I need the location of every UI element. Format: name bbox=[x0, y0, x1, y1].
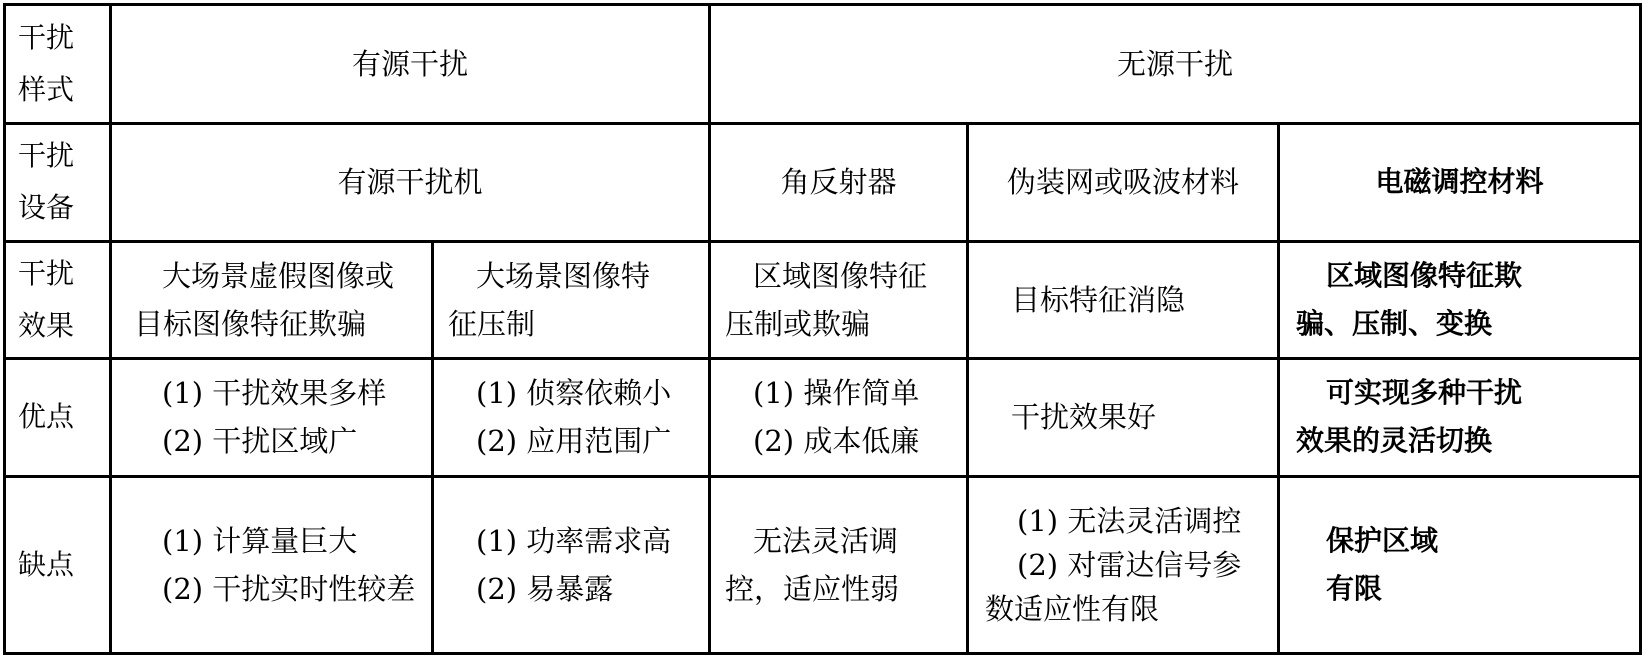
pros-c2-cell bbox=[433, 358, 710, 477]
effect-c2-cell bbox=[433, 242, 710, 358]
cons-c4-line3: 数适应性有限 bbox=[985, 592, 1160, 627]
effect-c2-line2: 征压制 bbox=[448, 306, 536, 341]
style-passive: 无源干扰 bbox=[1117, 46, 1234, 81]
row-label-effect-line1: 干扰 bbox=[18, 256, 75, 290]
pros-c4: 干扰效果好 bbox=[1011, 400, 1157, 435]
style-passive-cell bbox=[710, 5, 1641, 124]
pros-c1-cell bbox=[111, 358, 433, 477]
row-label-style-line2: 样式 bbox=[18, 72, 75, 106]
cons-c1-cell bbox=[111, 477, 433, 654]
style-active-cell bbox=[111, 5, 710, 124]
row-pros bbox=[5, 358, 1641, 477]
effect-c3-line1: 区域图像特征 bbox=[753, 258, 928, 293]
device-jammer: 有源干扰机 bbox=[337, 165, 483, 200]
cons-c5-cell bbox=[1279, 477, 1641, 654]
cons-c4-cell bbox=[968, 477, 1279, 654]
cons-c5-line1: 保护区域 bbox=[1326, 524, 1439, 558]
row-label-device-line1: 干扰 bbox=[18, 139, 75, 173]
row-label-style bbox=[5, 5, 111, 124]
effect-c3-cell bbox=[710, 242, 968, 358]
cons-c4-line1: (1) 无法灵活调控 bbox=[1017, 504, 1242, 539]
effect-c5-line2: 骗、压制、变换 bbox=[1296, 306, 1493, 340]
row-label-effect bbox=[5, 242, 111, 358]
effect-c5-cell bbox=[1279, 242, 1641, 358]
cons-c1-line1: (1) 计算量巨大 bbox=[162, 524, 358, 559]
row-device bbox=[5, 123, 1641, 242]
pros-c5-cell bbox=[1279, 358, 1641, 477]
effect-c1-line1: 大场景虚假图像或 bbox=[162, 258, 395, 293]
effect-c1-cell bbox=[111, 242, 433, 358]
effect-c3-line2: 压制或欺骗 bbox=[725, 306, 871, 341]
row-label-cons bbox=[5, 477, 111, 654]
row-label-device bbox=[5, 123, 111, 242]
style-active: 有源干扰 bbox=[352, 46, 469, 81]
pros-c5-line1: 可实现多种干扰 bbox=[1326, 376, 1523, 410]
cons-c3-cell bbox=[710, 477, 968, 654]
effect-c5-line1: 区域图像特征欺 bbox=[1326, 258, 1523, 292]
pros-c2-line2: (2) 应用范围广 bbox=[476, 424, 672, 459]
pros-c3-line2: (2) 成本低廉 bbox=[753, 424, 920, 459]
effect-c4-cell bbox=[968, 242, 1279, 358]
row-label-device-line2: 设备 bbox=[18, 191, 75, 225]
effect-c4: 目标特征消隐 bbox=[1011, 282, 1186, 317]
cons-c2-cell bbox=[433, 477, 710, 654]
device-em-material: 电磁调控材料 bbox=[1375, 165, 1544, 199]
cons-c4-line2: (2) 对雷达信号参 bbox=[1017, 548, 1242, 583]
pros-c1-line2: (2) 干扰区域广 bbox=[162, 424, 358, 459]
row-style bbox=[5, 5, 1641, 124]
pros-c3-cell bbox=[710, 358, 968, 477]
pros-c2-line1: (1) 侦察依赖小 bbox=[476, 376, 672, 411]
row-label-pros bbox=[5, 358, 111, 477]
row-label-cons-text: 缺点 bbox=[18, 548, 75, 582]
row-label-pros-text: 优点 bbox=[18, 400, 75, 434]
pros-c5-line2: 效果的灵活切换 bbox=[1296, 424, 1493, 458]
device-camouflage: 伪装网或吸波材料 bbox=[1007, 165, 1240, 200]
row-label-effect-line2: 效果 bbox=[18, 308, 75, 342]
device-em-cell bbox=[1279, 123, 1641, 242]
row-effect bbox=[5, 242, 1641, 358]
jamming-comparison-table bbox=[3, 3, 1642, 655]
effect-c1-line2: 目标图像特征欺骗 bbox=[134, 306, 367, 341]
cons-c2-line2: (2) 易暴露 bbox=[476, 572, 614, 607]
device-corner-reflector: 角反射器 bbox=[780, 165, 897, 200]
row-cons bbox=[5, 477, 1641, 654]
cons-c5-line2: 有限 bbox=[1326, 572, 1383, 606]
device-jammer-cell bbox=[111, 123, 710, 242]
row-label-style-line1: 干扰 bbox=[18, 20, 75, 54]
cons-c1-line2: (2) 干扰实时性较差 bbox=[162, 572, 416, 607]
cons-c3-line1: 无法灵活调 bbox=[753, 524, 899, 559]
effect-c2-line1: 大场景图像特 bbox=[476, 258, 651, 293]
device-camo-cell bbox=[968, 123, 1279, 242]
cons-c2-line1: (1) 功率需求高 bbox=[476, 524, 672, 559]
pros-c1-line1: (1) 干扰效果多样 bbox=[162, 376, 387, 411]
pros-c4-cell bbox=[968, 358, 1279, 477]
cons-c3-line2: 控，适应性弱 bbox=[725, 572, 900, 607]
device-corner-cell bbox=[710, 123, 968, 242]
pros-c3-line1: (1) 操作简单 bbox=[753, 376, 920, 411]
